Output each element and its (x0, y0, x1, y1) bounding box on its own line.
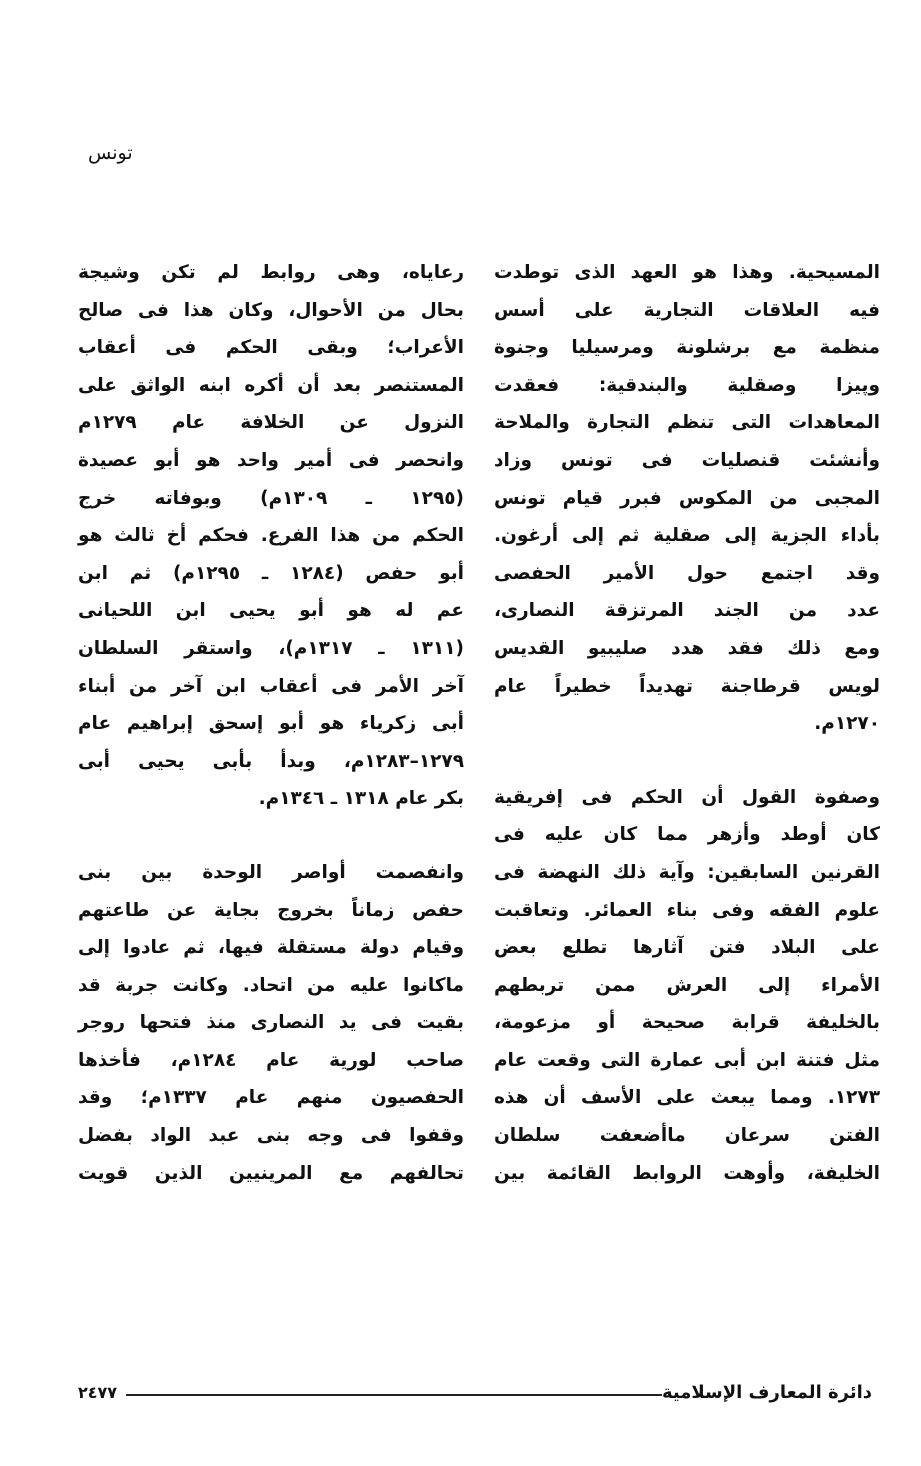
text-line: المسيحية. وهذا هو العهد الذى توطدت (494, 262, 880, 283)
paragraph-gap (494, 743, 880, 779)
text-line: ماكانوا عليه من اتحاد. وكانت جربة قد (78, 974, 464, 996)
page-number: ٢٤٧٧ (78, 1383, 118, 1402)
text-line: وقيام دولة مستقلة فيها، ثم عادوا إلى (78, 937, 464, 959)
text-line: (١٣١١ ـ ١٣١٧م)، واستقر السلطان (78, 637, 464, 659)
text-line: الأمراء إلى العرش ممن تربطهم (494, 974, 880, 996)
text-line: الأعراب؛ وبقى الحكم فى أعقاب (78, 337, 464, 359)
text-line: الفتن سرعان ماأضعفت سلطان (494, 1125, 880, 1147)
text-line: بكر عام ١٣١٨ ـ ١٣٤٦م. (258, 788, 464, 810)
text-line: النزول عن الخلافة عام ١٢٧٩م (78, 412, 464, 434)
text-line: ١٢٧٣. ومما يبعث على الأسف أن هذه (494, 1087, 880, 1109)
paragraph (494, 254, 880, 743)
text-line: أبى زكرياء هو أبو إسحق إبراهيم عام (78, 713, 464, 735)
text-line: منظمة مع برشلونة ومرسيليا وجنوة (494, 337, 880, 359)
paragraph (494, 779, 880, 1193)
text-line: صاحب لورية عام ١٢٨٤م، فأخذها (78, 1049, 464, 1071)
text-line: ١٢٧٠م. (814, 713, 880, 735)
text-line: مثل فتنة ابن أبى عمارة التى وقعت عام (494, 1049, 880, 1071)
right-column (494, 254, 880, 1192)
text-line: وانفصمت أواصر الوحدة بين بنى (78, 861, 464, 883)
left-column (78, 254, 464, 1192)
paragraph (78, 854, 464, 1192)
text-line: حفص زماناً بخروج بجاية عن طاعتهم (78, 899, 464, 921)
text-line: بقيت فى يد النصارى منذ فتحها روجر (78, 1012, 464, 1034)
text-line: الحكم من هذا الفرع. فحكم أخ ثالث هو (78, 525, 464, 547)
text-line: الخليفة، وأوهت الروابط القائمة بين (494, 1162, 880, 1184)
text-line: أبو حفص (١٢٨٤ ـ ١٢٩٥م) ثم ابن (78, 562, 464, 584)
text-line: عدد من الجند المرتزقة النصارى، (494, 600, 880, 622)
text-line: وپيزا وصقلية والبندقية: فعقدت (494, 374, 880, 396)
text-line: ومع ذلك فقد هدد صليبيو القديس (494, 637, 880, 659)
running-title: تونس (88, 142, 133, 164)
text-line: وقد اجتمع حول الأمير الحفصى (494, 562, 880, 584)
publication-title: دائرة المعارف الإسلامية (661, 1382, 872, 1403)
text-line: وقفوا فى وجه بنى عبد الواد بفضل (78, 1125, 464, 1147)
footer-divider (126, 1394, 662, 1396)
paragraph-gap (78, 818, 464, 854)
text-line: المعاهدات التى تنظم التجارة والملاحة (494, 412, 880, 434)
text-line: تحالفهم مع المرينيين الذين قويت (78, 1162, 464, 1184)
text-line: المجبى من المكوس فبرر قيام تونس (494, 487, 880, 509)
text-line: فيه العلاقات التجارية على أسس (494, 299, 880, 321)
text-line: وانحصر فى أمير واحد هو أبو عصيدة (78, 449, 464, 471)
text-line: الحفصيون منهم عام ١٣٣٧م؛ وقد (78, 1087, 464, 1109)
text-line: لويس قرطاجنة تهديداً خطيراً عام (494, 675, 880, 697)
text-line: المستنصر بعد أن أكره ابنه الواثق على (78, 374, 464, 396)
text-line: ١٢٧٩–١٢٨٣م، وبدأ بأبى يحيى أبى (78, 750, 464, 772)
text-line: عم له هو أبو يحيى ابن اللحيانى (78, 600, 464, 622)
paragraph (78, 254, 464, 818)
page-footer (78, 1378, 872, 1408)
text-line: وصفوة القول أن الحكم فى إفريقية (494, 786, 880, 808)
text-line: بالخليفة قرابة صحيحة أو مزعومة، (494, 1012, 880, 1034)
text-line: علوم الفقه وفى بناء العمائر. وتعاقبت (494, 899, 880, 921)
text-line: على البلاد فتن آثارها تطلع بعض (494, 937, 880, 959)
text-line: وأنشئت قنصليات فى تونس وزاد (494, 449, 880, 471)
text-line: آخر الأمر فى أعقاب ابن آخر من أبناء (78, 675, 464, 697)
text-line: رعاياه، وهى روابط لم تكن وشيجة (78, 262, 464, 283)
text-line: القرنين السابقين: وآية ذلك النهضة فى (494, 861, 880, 883)
text-line: بحال من الأحوال، وكان هذا فى صالح (78, 299, 464, 321)
text-line: كان أوطد وأزهر مما كان عليه فى (494, 824, 880, 846)
text-line: بأداء الجزية إلى صقلية ثم إلى أرغون. (494, 525, 880, 547)
text-line: (١٢٩٥ ـ ١٣٠٩م) وبوفاته خرج (78, 487, 464, 509)
